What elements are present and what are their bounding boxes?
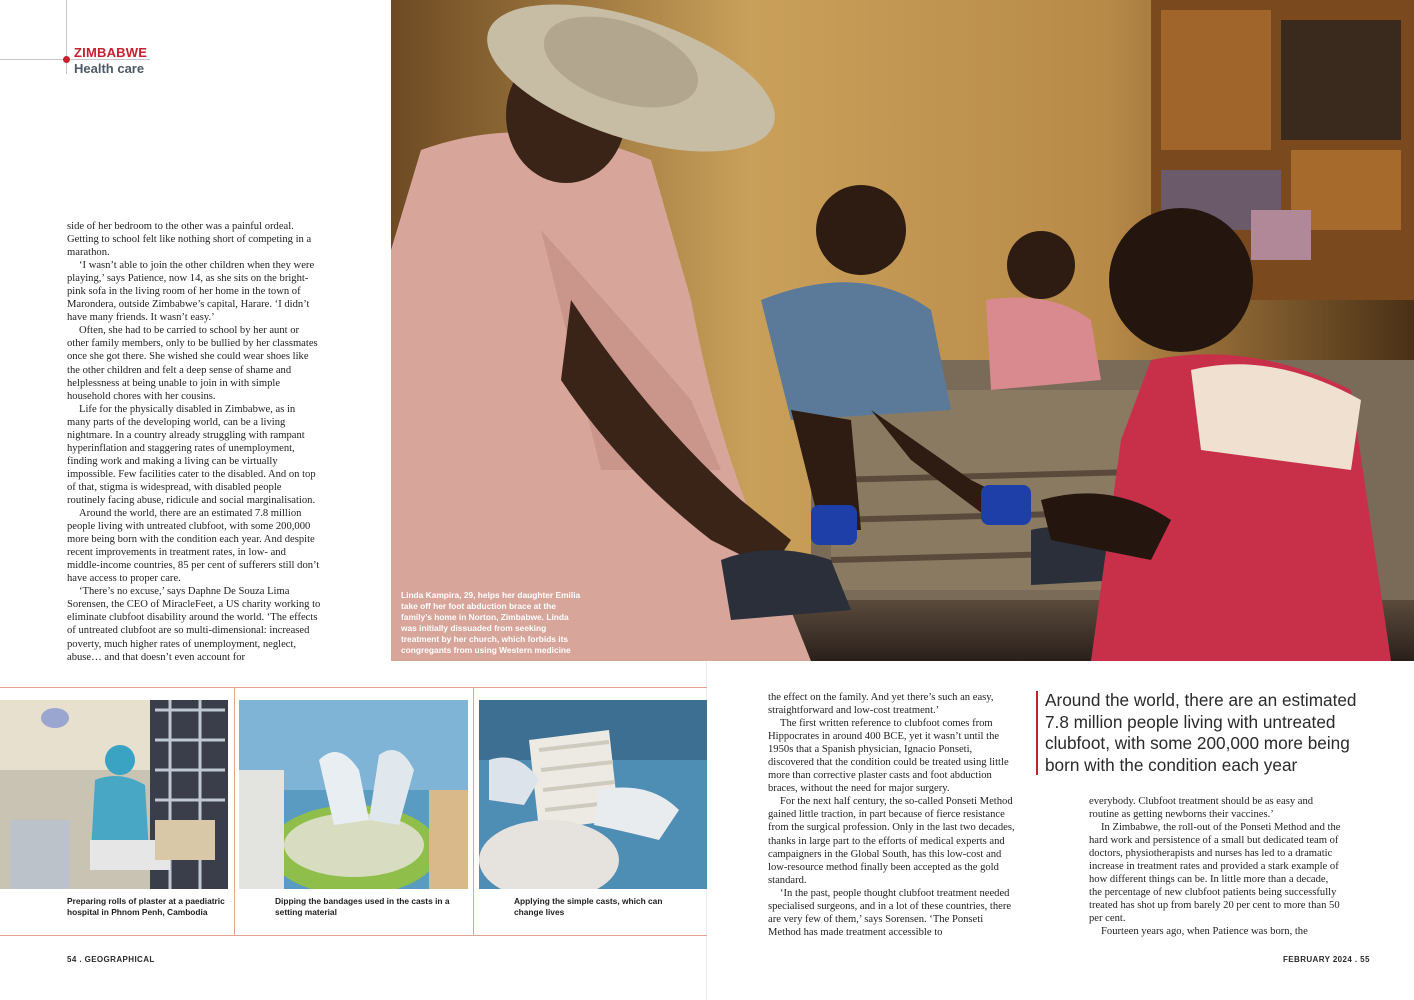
paragraph: ‘In the past, people thought clubfoot treatment needed specialised surgeons, and in a lot of these countries, there are very few of them,’ says Sorensen. ‘The Ponseti Method has made treatment accessible to bbox=[768, 887, 1012, 938]
thumbnail-illustration-bandages bbox=[239, 700, 468, 889]
paragraph: Around the world, there are an estimated 7.8 million people living with untreated clubfoot, with some 200,000 more being born with the condition each year. And despite recent improvements in treatment rates, in low- and middle-income countries, 85 per cent of sufferers still don’t have access to proper care. bbox=[67, 508, 320, 585]
thumbnail-photo-casts bbox=[479, 700, 707, 889]
folio-right: FEBRUARY 2024 . 55 bbox=[1283, 955, 1370, 964]
hero-photo-illustration bbox=[391, 0, 1414, 661]
pull-quote-bar bbox=[1036, 691, 1038, 775]
paragraph: ‘I wasn’t able to join the other children when they were playing,’ says Patience, now 14, as she sits on the bright-pink sofa in the living room of her home in the town of Marondera, outside Zimbabwe’s capital, Harare. ‘I didn’t have many friends. It wasn’t easy.’ bbox=[67, 260, 315, 324]
pull-quote: Around the world, there are an estimated 7.8 million people living with untreated clubfoot, with some 200,000 more being born with the condition each year bbox=[1045, 690, 1357, 775]
folio-left: 54 . GEOGRAPHICAL bbox=[67, 955, 155, 964]
strip-separator bbox=[473, 687, 474, 935]
section-kicker: ZIMBABWE bbox=[74, 45, 148, 60]
thumbnail-illustration-casts bbox=[479, 700, 707, 889]
paragraph: The first written reference to clubfoot comes from Hippocrates in around 400 BCE, yet it wasn’t until the 1950s that a Spanish physician, Ignacio Ponseti, discovered that the condition could be treated using little more than corrective plaster casts and foot abduction braces, without the need for major surgery. bbox=[768, 718, 1009, 795]
paragraph: side of her bedroom to the other was a painful ordeal. Getting to school felt like nothing short of competing in a marathon. bbox=[67, 221, 312, 259]
paragraph: In Zimbabwe, the roll-out of the Ponseti Method and the hard work and persistence of a small but dedicated team of doctors, physiotherapists and nurses has led to a dramatic increase in treatment rates and provided a stark example of how different things can be. In little more than a decade, the percentage of new clubfoot patients being successfully treated has shot up from barely 20 per cent to more than 50 per cent. bbox=[1089, 822, 1341, 925]
thumbnail-caption: Preparing rolls of plaster at a paediatric hospital in Phnom Penh, Cambodia bbox=[67, 896, 225, 917]
hero-photo-caption: Linda Kampira, 29, helps her daughter Emilia take off her foot abduction brace at the family’s home in Norton, Zimbabwe. Linda was initially dissuaded from seeking treatment by her church, which forbids its congregants from using Western medicine bbox=[401, 590, 581, 655]
body-column-1 bbox=[67, 220, 321, 664]
strip-separator bbox=[234, 687, 235, 935]
thumbnail-illustration-hospital bbox=[0, 700, 228, 889]
hero-photo bbox=[391, 0, 1414, 661]
paragraph: the effect on the family. And yet there’s such an easy, straightforward and low-cost treatment.’ bbox=[768, 692, 994, 717]
paragraph: Often, she had to be carried to school by her aunt or other family members, only to be bullied by her classmates once she got there. She wished she could wear shoes like the other children and felt a deep sense of shame and helplessness at being unable to join in with simple household chores with her cousins. bbox=[67, 325, 318, 402]
strip-rule-bottom bbox=[0, 935, 707, 936]
paragraph: ‘There’s no excuse,’ says Daphne De Souza Lima Sorensen, the CEO of MiracleFeet, a US charity working to eliminate clubfoot disability around the world. ‘The effects of untreated clubfoot are so multi-dimensional: increased poverty, much higher rates of unemployment, neglect, abuse… and that doesn’t even account for bbox=[67, 586, 321, 663]
thumbnail-photo-hospital bbox=[0, 700, 228, 889]
body-column-3 bbox=[1089, 795, 1341, 939]
section-marker-dot bbox=[63, 56, 70, 63]
thumbnail-caption: Applying the simple casts, which can change lives bbox=[514, 896, 663, 917]
body-column-2 bbox=[768, 691, 1018, 939]
strip-rule-top bbox=[0, 687, 707, 688]
thumbnail-photo-bandages bbox=[239, 700, 468, 889]
paragraph: For the next half century, the so-called Ponseti Method gained little traction, in part because of fierce resistance from the surgical profession. Only in the last two decades, thanks in large part to the efforts of medical experts and campaigners in the Global South, has this low-cost and low-resource method finally been accepted as the gold standard. bbox=[768, 796, 1015, 886]
paragraph: Life for the physically disabled in Zimbabwe, as in many parts of the developing world, can be a living nightmare. In a country already struggling with rampant hyperinflation and staggering rates of unemployment, finding work and making a living can be virtually impossible. Few facilities cater to the disabled. And on top of that, stigma is widespread, with disabled people routinely facing abuse, ridicule and social marginalisation. bbox=[67, 403, 316, 506]
paragraph: Fourteen years ago, when Patience was born, the bbox=[1101, 926, 1308, 938]
paragraph: everybody. Clubfoot treatment should be as easy and routine as getting newborns their vaccines.’ bbox=[1089, 796, 1314, 821]
section-subkicker: Health care bbox=[74, 61, 145, 76]
thumbnail-caption: Dipping the bandages used in the casts in a setting material bbox=[275, 896, 450, 917]
